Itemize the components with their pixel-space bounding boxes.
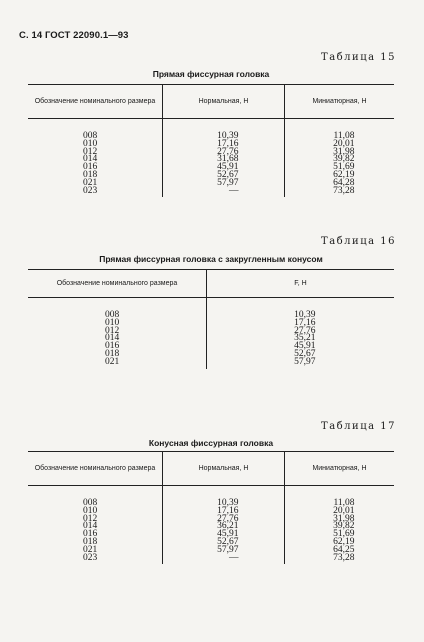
table-17-number: Таблица 17 [321,421,396,432]
force-value: 20,01 [333,505,355,516]
force-value-cell [163,185,285,198]
force-value: 45,91 [217,162,239,173]
size-code: 016 [83,162,98,173]
force-value: 27,76 [217,146,239,157]
force-value: 45,91 [294,341,316,352]
force-value-cell [163,544,285,555]
force-value: 10,39 [217,131,239,141]
col-size-header: Обозначение номинального размера [28,85,163,119]
force-value: 51,69 [333,162,355,173]
table-15-title: Прямая фиссурная головка [152,69,270,79]
table-row [28,351,394,359]
size-code: 018 [83,169,98,180]
size-code: 008 [83,498,98,508]
force-value: 39,82 [333,521,355,532]
size-code-cell [28,185,163,198]
force-value: 20,01 [333,138,355,149]
size-code: 023 [83,185,98,196]
size-code: 008 [105,310,120,320]
size-code: 010 [83,138,98,149]
table-row [28,328,394,336]
col-mini-header: Миниатюрная, Н [285,452,395,486]
force-value: 17,16 [217,138,239,149]
force-value: 73,28 [333,185,355,196]
size-code: 012 [83,513,98,524]
size-code: 012 [83,146,98,157]
table-17-title: Конусная фиссурная головка [148,438,274,448]
table-row [28,312,394,320]
table-row [28,188,394,198]
force-value: 51,69 [333,529,355,540]
force-value: 31,98 [333,146,355,157]
force-value: 27,76 [294,325,316,336]
force-value: 52,67 [294,348,316,359]
size-code: 014 [83,521,98,532]
table-row [28,343,394,351]
size-code: 016 [105,341,120,352]
col-size-header: Обозначение номинального размера [28,270,207,298]
force-value: 64,28 [333,177,355,188]
force-value: 31,98 [333,513,355,524]
page-header: С. 14 ГОСТ 22090.1—93 [19,30,129,41]
force-value: — [229,552,239,563]
force-value: 57,97 [217,544,239,555]
table-row [28,320,394,328]
col-size-header: Обозначение номинального размера [28,452,163,486]
col-normal-header: Нормальная, Н [163,85,285,119]
force-value: 31,68 [217,154,239,165]
table-16-number: Таблица 16 [321,236,396,247]
force-value: 64,25 [333,544,355,555]
force-value: 17,16 [217,505,239,516]
force-value-cell [285,552,395,565]
size-code: 014 [83,154,98,165]
force-value: 39,82 [333,154,355,165]
table-15-number: Таблица 15 [321,52,396,63]
col-normal-header: Нормальная, Н [163,452,285,486]
force-value: 11,08 [333,131,355,141]
force-value-cell [285,185,395,198]
table-row [28,359,394,369]
size-code: 010 [105,317,120,328]
size-code: 008 [83,131,98,141]
force-value-cell [207,356,395,369]
force-value: 62,19 [333,169,355,180]
table-17 [28,451,394,564]
size-code: 021 [105,356,120,367]
force-value: — [229,185,239,196]
size-code: 018 [105,348,120,359]
col-force-header: F, Н [207,270,395,298]
size-code-cell [28,552,163,565]
size-code: 021 [83,544,98,555]
force-value: 11,08 [333,498,355,508]
size-code: 016 [83,529,98,540]
force-value: 57,97 [294,356,316,367]
table-16-title: Прямая фиссурная головка с закругленным конусом [99,254,323,264]
table-row [28,555,394,565]
size-code: 021 [83,177,98,188]
table-16 [28,269,394,369]
force-value: 35,21 [294,333,316,344]
table-row [28,335,394,343]
force-value: 62,19 [333,536,355,547]
col-mini-header: Миниатюрная, Н [285,85,395,119]
size-code: 010 [83,505,98,516]
force-value: 10,39 [294,310,316,320]
force-value: 36,21 [217,521,239,532]
size-code: 018 [83,536,98,547]
size-code: 012 [105,325,120,336]
force-value-cell [163,177,285,188]
force-value: 52,67 [217,536,239,547]
force-value: 10,39 [217,498,239,508]
table-15 [28,84,394,197]
size-code: 014 [105,333,120,344]
force-value: 27,76 [217,513,239,524]
force-value: 73,28 [333,552,355,563]
size-code: 023 [83,552,98,563]
force-value: 57,97 [217,177,239,188]
size-code-cell [28,356,207,369]
force-value: 52,67 [217,169,239,180]
force-value: 45,91 [217,529,239,540]
force-value: 17,16 [294,317,316,328]
force-value-cell [163,552,285,565]
